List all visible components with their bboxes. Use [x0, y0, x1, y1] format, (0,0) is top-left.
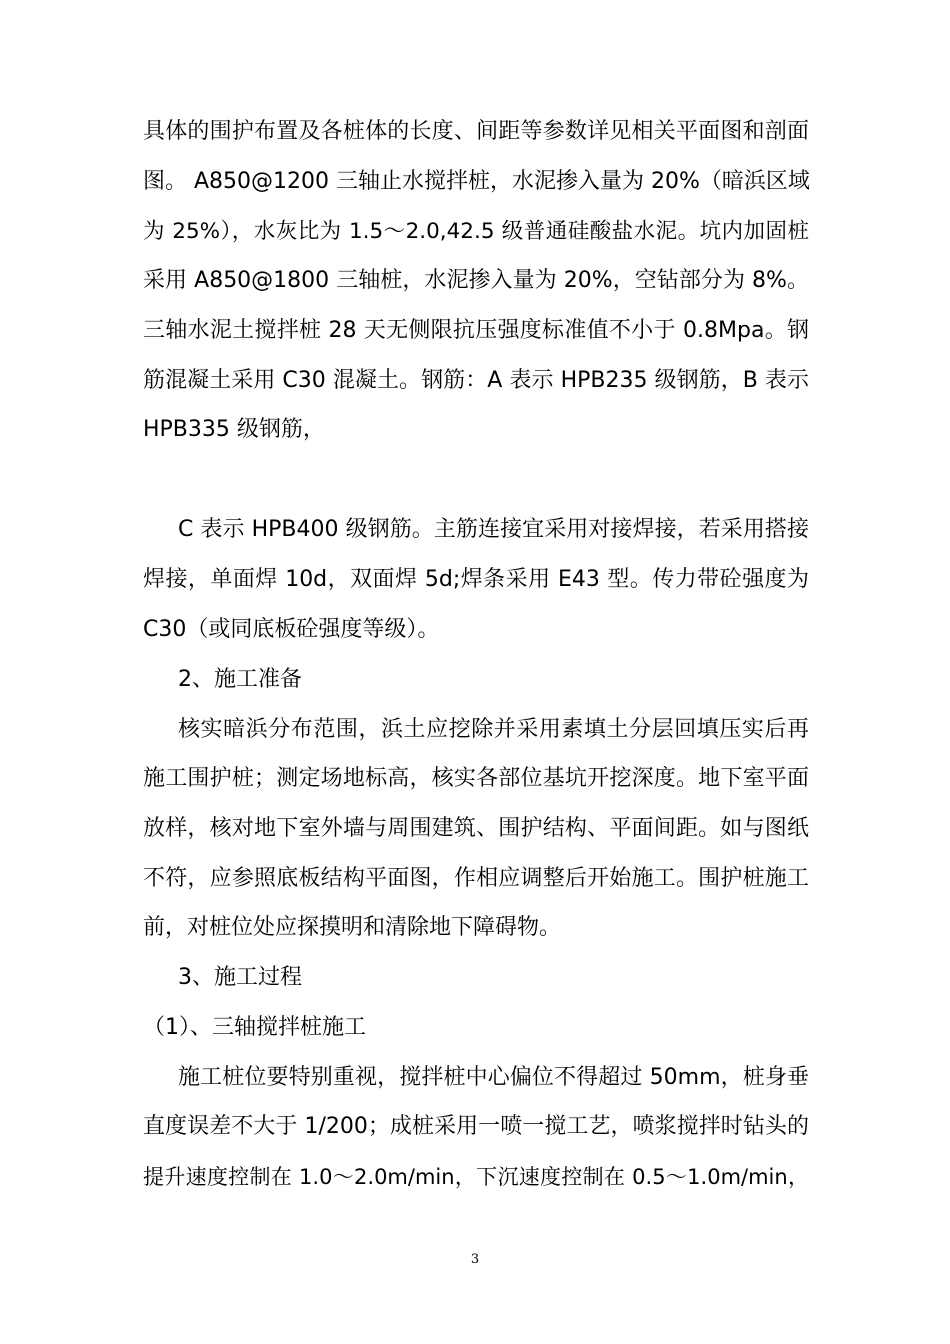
text-line: 不符，应参照底板结构平面图，作相应调整后开始施工。围护桩施工 [143, 866, 809, 891]
section-heading: 3、施工过程 [178, 965, 302, 990]
text-line: 具体的围护布置及各桩体的长度、间距等参数详见相关平面图和剖面 [143, 119, 809, 144]
text-line: 图。 A850@1200 三轴止水搅拌桩，水泥掺入量为 20%（暗浜区域 [143, 169, 810, 194]
text-line: C30（或同底板砼强度等级）。 [143, 617, 440, 642]
page-number: 3 [470, 1252, 480, 1267]
text-line: HPB335 级钢筋， [143, 417, 325, 442]
text-line: 前，对桩位处应探摸明和清除地下障碍物。 [143, 915, 562, 940]
text-line: 三轴水泥土搅拌桩 28 天无侧限抗压强度标准值不小于 0.8Mpa。钢 [143, 318, 809, 343]
text-line: 采用 A850@1800 三轴桩，水泥掺入量为 20%，空钻部分为 8%。 [143, 268, 809, 293]
text-line: 施工围护桩；测定场地标高，核实各部位基坑开挖深度。地下室平面 [143, 766, 809, 791]
text-line: 筋混凝土采用 C30 混凝土。钢筋：A 表示 HPB235 级钢筋，B 表示 [143, 368, 809, 393]
text-line: 提升速度控制在 1.0～2.0m/min，下沉速度控制在 0.5～1.0m/min， [143, 1165, 809, 1189]
text-line: 为 25%），水灰比为 1.5～2.0,42.5 级普通硅酸盐水泥。坑内加固桩 [143, 219, 809, 244]
text-line: C 表示 HPB400 级钢筋。主筋连接宜采用对接焊接，若采用搭接 [178, 517, 809, 542]
text-line: 施工桩位要特别重视，搅拌桩中心偏位不得超过 50mm，桩身垂 [178, 1065, 809, 1090]
text-line: 直度误差不大于 1/200；成桩采用一喷一搅工艺，喷浆搅拌时钻头的 [143, 1114, 809, 1139]
text-line: 放样，核对地下室外墙与周围建筑、围护结构、平面间距。如与图纸 [143, 816, 809, 841]
text-line: 焊接，单面焊 10d，双面焊 5d;焊条采用 E43 型。传力带砼强度为 [143, 567, 809, 592]
text-line: 核实暗浜分布范围，浜土应挖除并采用素填土分层回填压实后再 [178, 717, 809, 742]
subsection-heading: （1）、三轴搅拌桩施工 [143, 1015, 366, 1040]
section-heading: 2、施工准备 [178, 667, 302, 692]
